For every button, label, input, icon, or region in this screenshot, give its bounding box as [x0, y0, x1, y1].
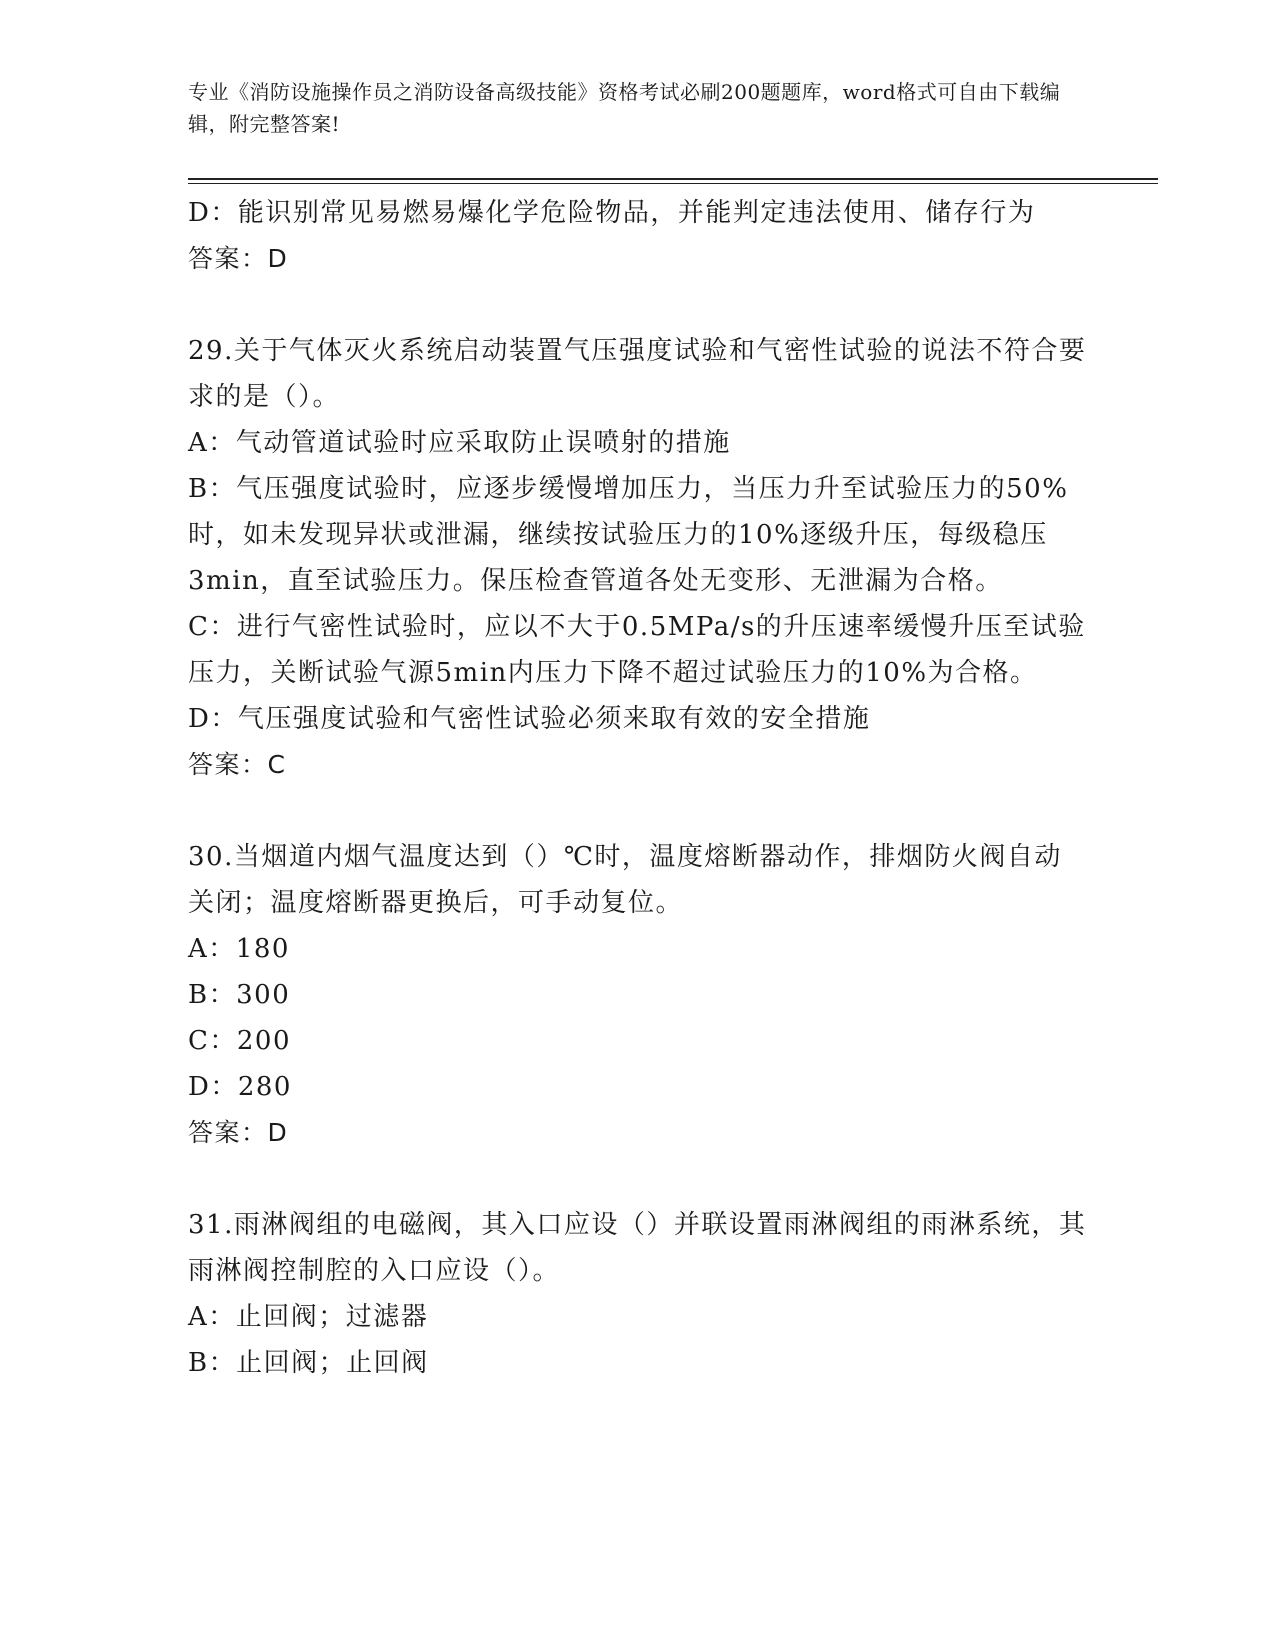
answer-line: 答案：D: [188, 244, 289, 273]
spacer: [188, 1156, 1088, 1202]
header-divider-thin: [188, 183, 1158, 184]
header-text: 专业《消防设施操作员之消防设备高级技能》资格考试必刷200题题库，word格式可自由下载编辑，附完整答案!: [188, 80, 1061, 136]
answer-line: 答案：D: [188, 1118, 289, 1147]
option-d: D：能识别常见易燃易爆化学危险物品，并能判定违法使用、储存行为: [188, 198, 1036, 228]
option-a: A：止回阀；过滤器: [188, 1302, 429, 1332]
option-d: D：280: [188, 1072, 292, 1102]
document-body: [188, 190, 1088, 1386]
question-stem: 29.关于气体灭火系统启动装置气压强度试验和气密性试验的说法不符合要求的是（）。: [188, 336, 1087, 412]
option-d: D：气压强度试验和气密性试验必须来取有效的安全措施: [188, 704, 871, 734]
answer-line: 答案：C: [188, 750, 287, 779]
spacer: [188, 282, 1088, 328]
question-30: [188, 834, 1088, 1156]
option-b: B：止回阀；止回阀: [188, 1348, 429, 1378]
option-a: A：180: [188, 934, 290, 964]
question-stem: 30.当烟道内烟气温度达到（）℃时，温度熔断器动作，排烟防火阀自动关闭；温度熔断器更换后，可手动复位。: [188, 842, 1062, 918]
option-a: A：气动管道试验时应采取防止误喷射的措施: [188, 428, 731, 458]
spacer: [188, 788, 1088, 834]
option-b: B：300: [188, 980, 291, 1010]
question-28-tail: [188, 190, 1088, 282]
option-c: C：进行气密性试验时，应以不大于0.5MPa/s的升压速率缓慢升压至试验压力，关断试验气源5min内压力下降不超过试验压力的10%为合格。: [188, 612, 1086, 688]
option-b: B：气压强度试验时，应逐步缓慢增加压力，当压力升至试验压力的50%时，如未发现异状或泄漏，继续按试验压力的10%逐级升压，每级稳压3min，直至试验压力。保压检查管道各处无变形、无泄漏为合格。: [188, 474, 1069, 596]
question-stem: 31.雨淋阀组的电磁阀，其入口应设（）并联设置雨淋阀组的雨淋系统，其雨淋阀控制腔的入口应设（）。: [188, 1210, 1087, 1286]
option-c: C：200: [188, 1026, 292, 1056]
question-31: [188, 1202, 1088, 1386]
document-header: [188, 76, 1068, 140]
header-divider-thick: [188, 178, 1158, 180]
question-29: [188, 328, 1088, 788]
